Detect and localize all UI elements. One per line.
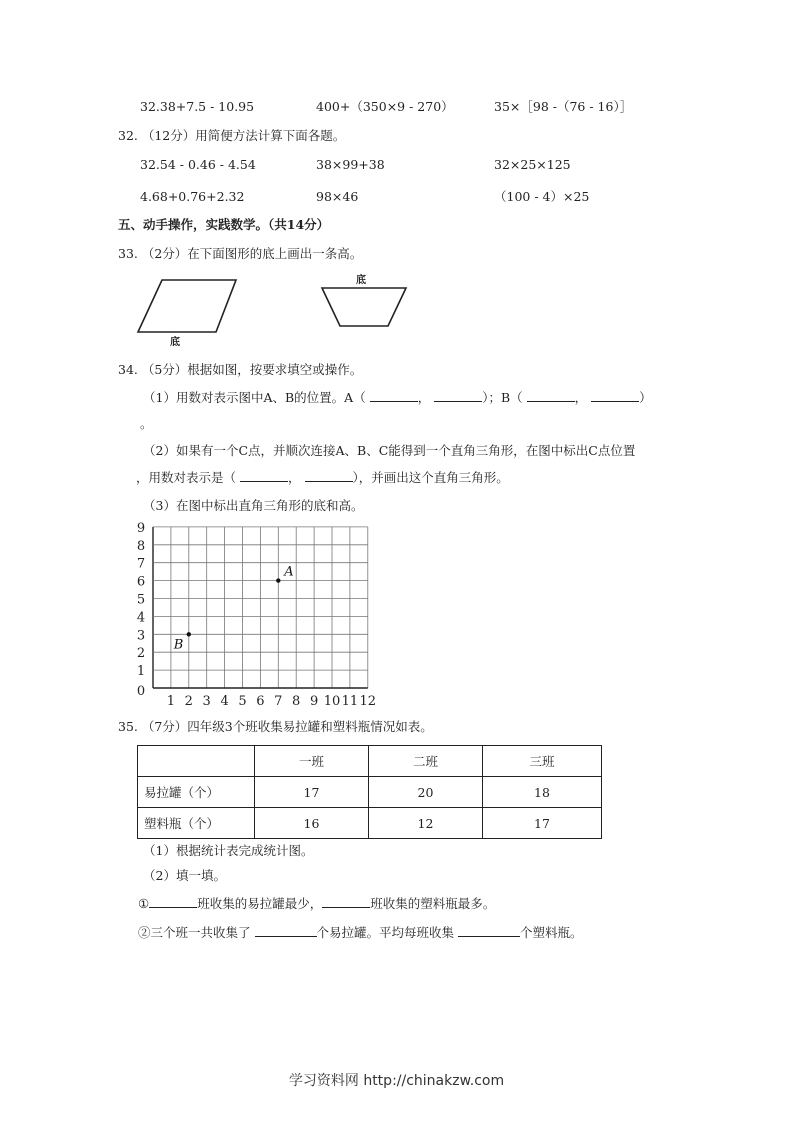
table-cell: 17 [255, 777, 369, 808]
y-tick-label: 8 [136, 538, 146, 554]
q35-title: 35. （7分）四年级3个班收集易拉罐和塑料瓶情况如表。 [118, 719, 433, 734]
q34-part2-line1: （2）如果有一个C点，并顺次连接A、B、C能得到一个直角三角形，在图中标出C点位置 [143, 443, 636, 458]
x-tick-label: 11 [341, 694, 359, 709]
trapezoid-shape [322, 288, 406, 326]
table-cell: 16 [255, 808, 369, 839]
table-row [138, 777, 602, 808]
q33-title: 33. （2分）在下面图形的底上画出一条高。 [118, 246, 363, 261]
footer-watermark: 学习资料网 http://chinakzw.com [288, 1073, 505, 1089]
q32-title: 32. （12分）用简便方法计算下面各题。 [118, 128, 346, 143]
y-tick-label: 3 [136, 628, 146, 644]
statistics-table [137, 745, 602, 839]
blank-a-y[interactable] [434, 389, 482, 402]
blank-a-x[interactable] [370, 389, 418, 402]
y-tick-label: 6 [136, 574, 146, 590]
q32-expr-4: 4.68+0.76+2.32 [140, 189, 245, 204]
y-tick-label: 0 [136, 684, 146, 699]
q35-fill-text-2: 班收集的塑料瓶最多。 [370, 896, 496, 911]
x-tick-label: 12 [359, 694, 377, 709]
q31-expr-3: 35×［98 -（76 - 16）］ [494, 99, 633, 114]
coordinate-grid [128, 520, 388, 710]
trapezoid-base-label: 底 [356, 275, 366, 286]
q35-part2: （2）填一填。 [143, 868, 226, 883]
q34-part1-end: 。 [140, 416, 153, 431]
x-tick-label: 6 [256, 694, 265, 709]
point-b-label: B [173, 637, 184, 653]
point-a [276, 578, 280, 582]
blank-total-cans[interactable] [255, 924, 317, 937]
y-tick-label: 1 [136, 664, 146, 680]
table-cell: 20 [369, 777, 483, 808]
comma: ， [574, 390, 588, 405]
point-b [187, 632, 191, 636]
q35-fill-text-1: 班收集的易拉罐最少， [197, 896, 323, 911]
table-header-cell [138, 746, 255, 777]
comma: ， [417, 390, 431, 405]
q31-expr-1: 32.38+7.5 - 10.95 [140, 99, 255, 114]
point-a-label: A [284, 564, 294, 580]
q32-expr-5: 98×46 [316, 189, 359, 204]
blank-c-y[interactable] [305, 469, 353, 482]
table-header-row [138, 746, 602, 777]
q34-part2-b: ），并画出这个直角三角形。 [352, 470, 509, 485]
q34-part1-line [143, 389, 652, 406]
table-row-label: 塑料瓶（个） [138, 808, 255, 839]
blank-least-cans-class[interactable] [149, 895, 197, 908]
x-tick-label: 3 [202, 694, 211, 709]
y-tick-label: 7 [136, 556, 146, 572]
q35-part1: （1）根据统计表完成统计图。 [143, 843, 314, 858]
q34-part1-b: ）；B（ [482, 390, 523, 405]
q32-expr-2: 38×99+38 [316, 157, 385, 172]
q34-part1-a: （1）用数对表示图中A、B的位置。A（ [143, 390, 366, 405]
circle-one-marker: ① [138, 896, 150, 911]
x-tick-label: 4 [220, 694, 229, 709]
blank-average-bottles[interactable] [458, 924, 520, 937]
blank-c-x[interactable] [240, 469, 288, 482]
table-row-label: 易拉罐（个） [138, 777, 255, 808]
table-row [138, 808, 602, 839]
q34-title: 34. （5分）根据如图，按要求填空或操作。 [118, 362, 363, 377]
table-cell: 17 [483, 808, 602, 839]
y-tick-label: 9 [136, 520, 146, 536]
y-tick-label: 2 [136, 646, 146, 662]
table-header-cell: 二班 [369, 746, 483, 777]
q34-part3: （3）在图中标出直角三角形的底和高。 [143, 498, 364, 513]
table-cell: 12 [369, 808, 483, 839]
q35-fill-text-4: 个易拉罐。平均每班收集 [316, 925, 455, 940]
blank-b-x[interactable] [527, 389, 575, 402]
table-cell: 18 [483, 777, 602, 808]
q35-fill-text-5: 个塑料瓶。 [520, 925, 583, 940]
table-header-cell: 三班 [483, 746, 602, 777]
q34-part2-line2 [136, 469, 509, 486]
q31-expr-2: 400+（350×9 - 270） [316, 99, 454, 114]
parallelogram-shape [138, 280, 236, 332]
x-tick-label: 7 [274, 694, 283, 709]
close-paren: ） [639, 390, 652, 405]
q35-fill-line1 [138, 895, 495, 912]
y-tick-label: 5 [136, 592, 146, 608]
q33-shapes [130, 268, 420, 350]
x-tick-label: 1 [166, 694, 176, 709]
q32-expr-3: 32×25×125 [494, 157, 571, 172]
x-tick-label: 8 [292, 694, 301, 709]
x-tick-label: 2 [184, 694, 193, 709]
comma: ， [288, 470, 301, 485]
table-header-cell: 一班 [255, 746, 369, 777]
x-tick-label: 5 [238, 694, 247, 709]
x-tick-label: 10 [323, 694, 341, 709]
q35-fill-line2 [138, 924, 583, 941]
q32-expr-1: 32.54 - 0.46 - 4.54 [140, 157, 256, 172]
y-tick-label: 4 [136, 610, 146, 626]
x-tick-label: 9 [309, 694, 319, 709]
q35-fill-text-3: ②三个班一共收集了 [138, 925, 251, 940]
q34-part2-a: ，用数对表示是（ [136, 470, 237, 485]
blank-most-bottles-class[interactable] [322, 895, 370, 908]
parallelogram-base-label: 底 [170, 337, 180, 348]
q32-expr-6: （100 - 4）×25 [494, 189, 590, 204]
blank-b-y[interactable] [591, 389, 639, 402]
section-five-title: 五、动手操作，实践数学。（共14分） [118, 217, 330, 232]
